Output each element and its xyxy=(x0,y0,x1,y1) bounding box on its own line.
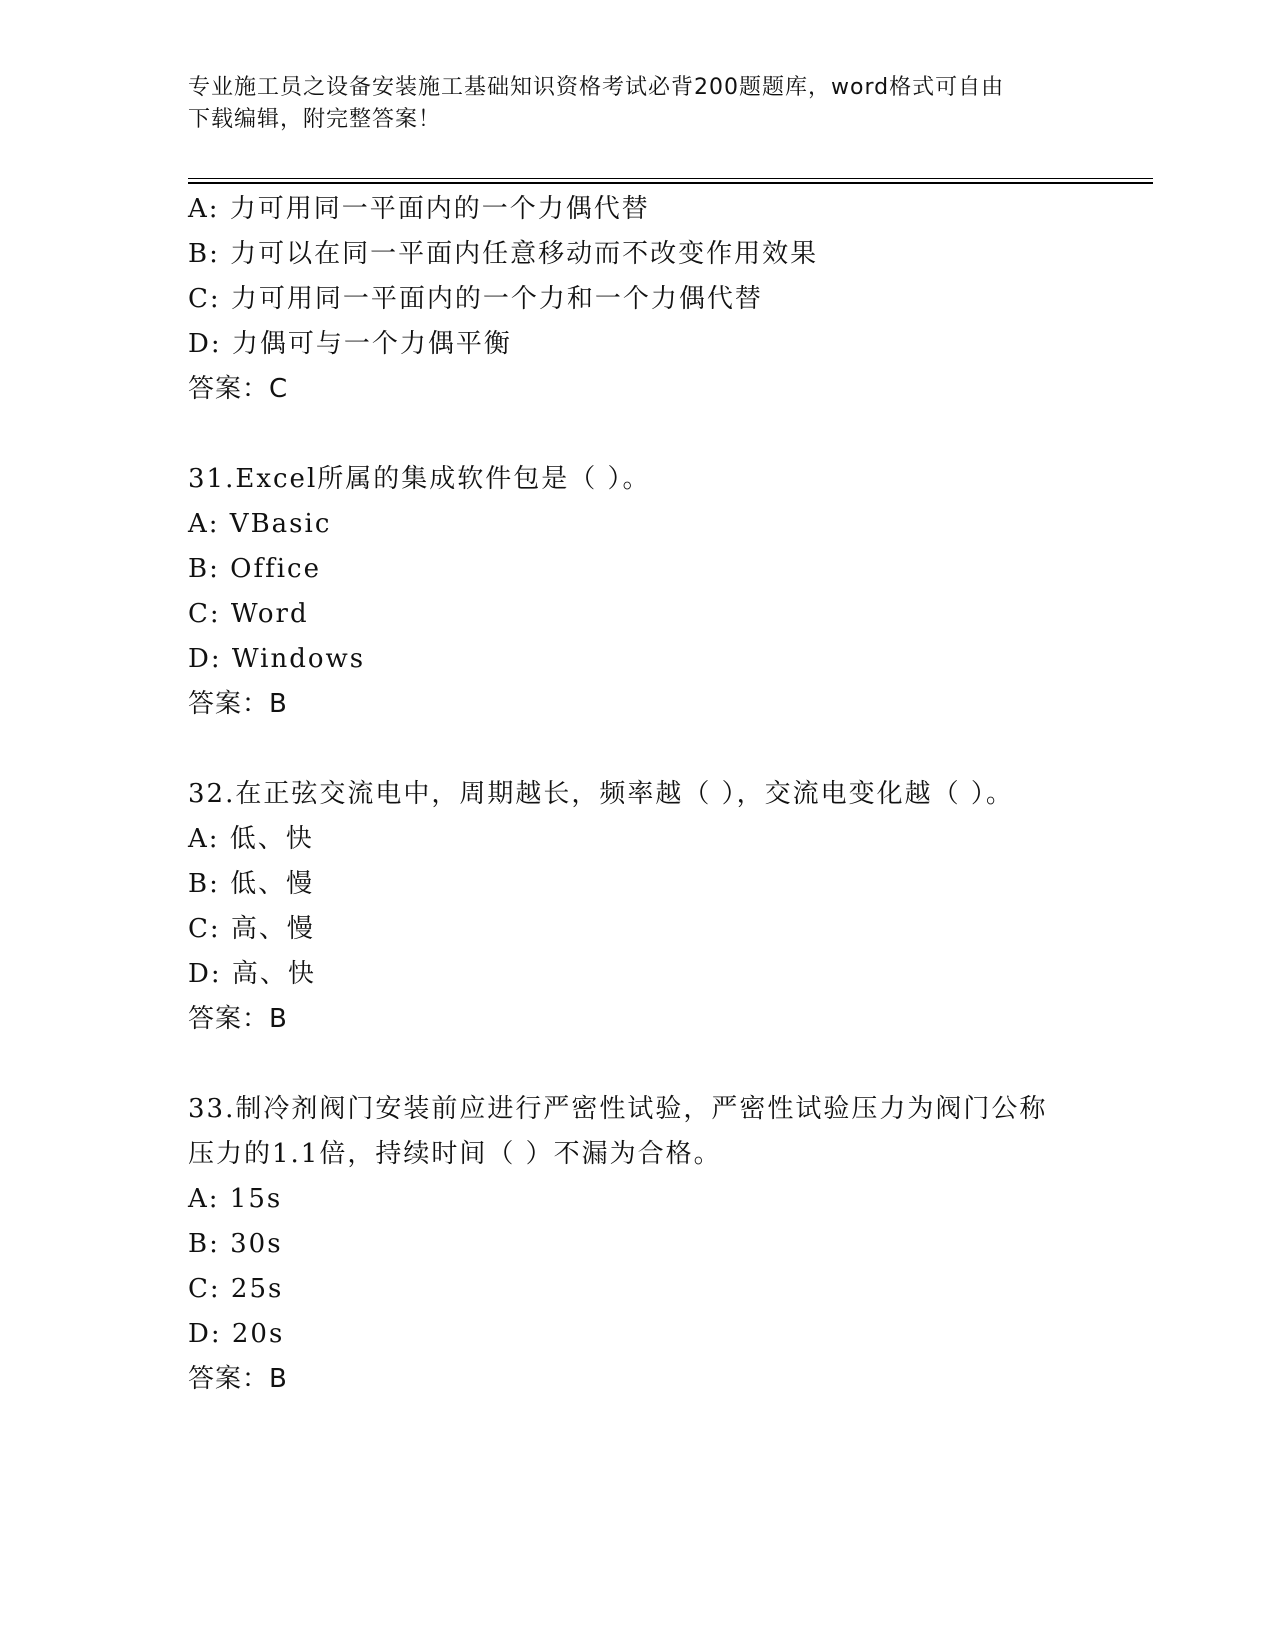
header-divider-top xyxy=(188,178,1153,179)
q30-option-a: A: 力可用同一平面内的一个力偶代替 xyxy=(188,194,650,224)
q30-option-d: D: 力偶可与一个力偶平衡 xyxy=(188,329,512,359)
q32-question: 32.在正弦交流电中，周期越长，频率越（ ），交流电变化越（ ）。 xyxy=(188,779,1014,809)
q33-question-line-1: 33.制冷剂阀门安装前应进行严密性试验，严密性试验压力为阀门公称 xyxy=(188,1094,1048,1124)
header-divider-bottom xyxy=(188,182,1153,184)
q32-option-b: B: 低、慢 xyxy=(188,869,315,899)
header-line-1: 专业施工员之设备安装施工基础知识资格考试必背200题题库，word格式可自由 xyxy=(188,75,1005,100)
q32-answer: 答案：B xyxy=(188,1004,288,1034)
document-header xyxy=(188,72,1088,136)
q30-option-b: B: 力可以在同一平面内任意移动而不改变作用效果 xyxy=(188,239,819,269)
q31-option-a: A: VBasic xyxy=(188,509,332,539)
q32-option-c: C: 高、慢 xyxy=(188,914,315,944)
header-line-2: 下载编辑，附完整答案！ xyxy=(188,107,442,132)
q32-option-d: D: 高、快 xyxy=(188,959,316,989)
q33-option-b: B: 30s xyxy=(188,1229,283,1259)
q31-option-d: D: Windows xyxy=(188,644,366,674)
q31-option-b: B: Office xyxy=(188,554,321,584)
q30-option-c: C: 力可用同一平面内的一个力和一个力偶代替 xyxy=(188,284,763,314)
q32-option-a: A: 低、快 xyxy=(188,824,314,854)
q33-option-a: A: 15s xyxy=(188,1184,283,1214)
q33-question-line-2: 压力的1.1倍，持续时间（ ）不漏为合格。 xyxy=(188,1139,722,1169)
q30-answer: 答案：C xyxy=(188,374,289,404)
q31-option-c: C: Word xyxy=(188,599,309,629)
q33-answer: 答案：B xyxy=(188,1364,288,1394)
q31-answer: 答案：B xyxy=(188,689,288,719)
q31-question: 31.Excel所属的集成软件包是（ ）。 xyxy=(188,464,651,494)
q33-option-d: D: 20s xyxy=(188,1319,285,1349)
q33-option-c: C: 25s xyxy=(188,1274,284,1304)
